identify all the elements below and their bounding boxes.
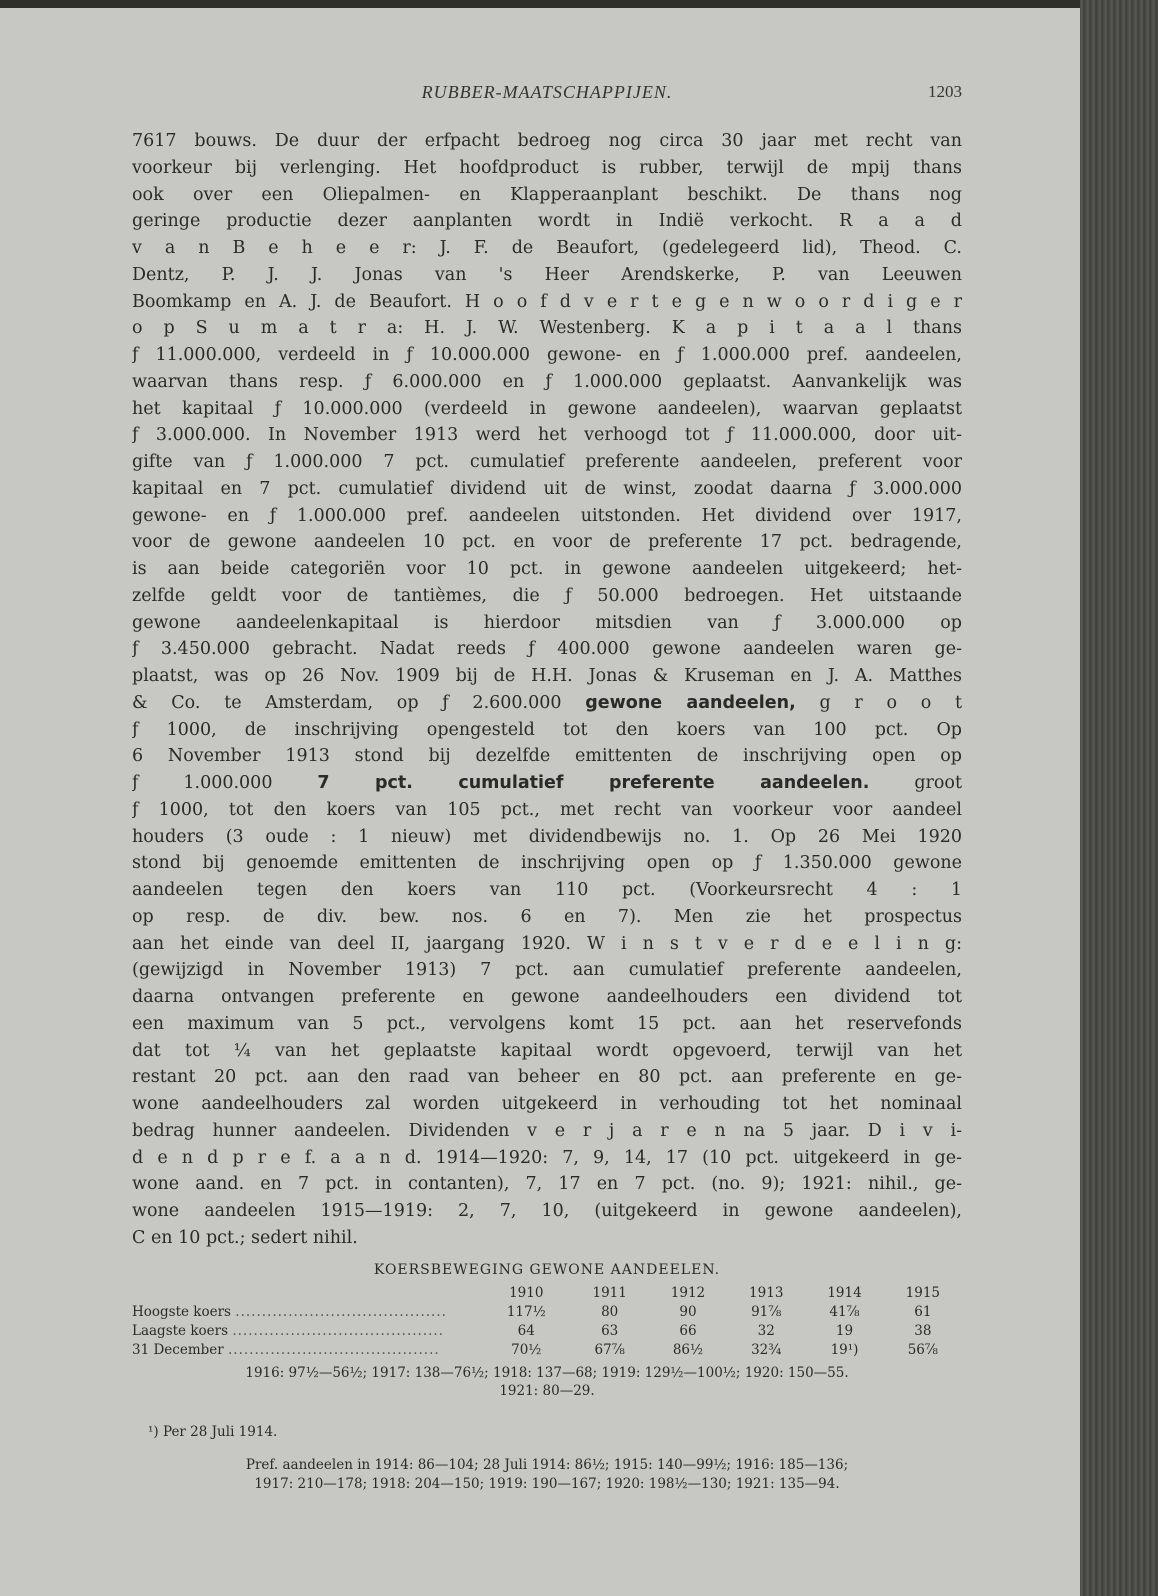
text-line: wone aand. en 7 pct. in contanten), 7, 17 en 7 pct. (no. 9); 1921: nihil., ge- (132, 1174, 962, 1195)
text-line: wone aandeelen 1915—1919: 2, 7, 10, (uitgekeerd in gewone aandeelen), (132, 1201, 962, 1221)
row-label (132, 1322, 482, 1341)
text-line: ƒ 1000, de inschrijving opengesteld tot den koers van 100 pct. Op (132, 719, 962, 740)
dot-leader: ........................................ (232, 1323, 444, 1339)
table-cell: 19¹) (830, 1342, 859, 1358)
table-header-row (132, 1284, 962, 1303)
text-line: aan het einde van deel II, jaargang 1920. W i n s t v e r d e e l i n g: (132, 933, 962, 954)
table-cell: 117½ (506, 1304, 546, 1320)
text-span: ƒ 1.000.000 (132, 773, 318, 793)
text-span: groot (869, 773, 962, 793)
table-cell: 56⅞ (907, 1342, 938, 1358)
table-cell: 64 (517, 1323, 535, 1339)
text-line: gewone- en ƒ 1.000.000 pref. aandeelen uitstonden. Het dividend over 1917, (132, 505, 962, 526)
page-header (132, 82, 962, 106)
row-label (132, 1341, 482, 1360)
range-line: 1921: 80—29. (499, 1383, 595, 1399)
text-line: kapitaal en 7 pct. cumulatief dividend uit de winst, zoodat daarna ƒ 3.000.000 (132, 478, 962, 499)
text-line: gifte van ƒ 1.000.000 7 pct. cumulatief preferente aandeelen, preferent voor (132, 452, 962, 472)
table-cell: 67⅞ (594, 1342, 625, 1358)
table-cell: 32 (757, 1323, 775, 1339)
text-line: 7617 bouws. De duur der erfpacht bedroeg nog circa 30 jaar met recht van (132, 131, 962, 151)
range-line: 1916: 97½—56½; 1917: 138—76½; 1918: 137—68; 1919: 129½—100½; 1920: 150—55. (245, 1365, 849, 1381)
text-line: v a n B e h e e r: J. F. de Beaufort, (gedelegeerd lid), Theod. C. (132, 238, 962, 258)
page-top-edge (0, 0, 1158, 8)
text-line: Dentz, P. J. J. Jonas van 's Heer Arendskerke, P. van Leeuwen (132, 264, 962, 285)
row-label-text: 31 December (132, 1342, 224, 1358)
table-row (132, 1341, 962, 1360)
text-line: ƒ 11.000.000, verdeeld in ƒ 10.000.000 gewone- en ƒ 1.000.000 pref. aandeelen, (132, 345, 962, 365)
text-line: o p S u m a t r a: H. J. W. Westenberg. K a p i t a a l thans (132, 318, 962, 339)
text-line: wone aandeelhouders zal worden uitgekeerd in verhouding tot het nominaal (132, 1094, 962, 1114)
text-line: (gewijzigd in November 1913) 7 pct. aan cumulatief preferente aandeelen, (132, 960, 962, 981)
table-cell: 86½ (672, 1342, 704, 1358)
row-label-text: Laagste koers (132, 1323, 229, 1339)
koers-ranges (132, 1364, 962, 1400)
text-line: bedrag hunner aandeelen. Dividenden v e r j a r e n na 5 jaar. D i v i- (132, 1120, 962, 1141)
text-line: C en 10 pct.; sedert nihil. (132, 1227, 358, 1248)
pref-line: 1917: 210—178; 1918: 204—150; 1919: 190—167; 1920: 198½—130; 1921: 135—94. (254, 1476, 840, 1492)
koers-table (132, 1284, 962, 1360)
row-label (132, 1303, 482, 1322)
text-line: een maximum van 5 pct., vervolgens komt 15 pct. aan het reservefonds (132, 1013, 962, 1034)
text-span: & Co. te Amsterdam, op ƒ 2.600.000 (132, 692, 586, 713)
table-cell: 38 (914, 1323, 932, 1339)
text-line: waarvan thans resp. ƒ 6.000.000 en ƒ 1.000.000 geplaatst. Aanvankelijk was (132, 371, 962, 392)
text-line: d e n d p r e f. a a n d. 1914—1920: 7, 9, 14, 17 (10 pct. uitgekeerd in ge- (132, 1147, 962, 1168)
koers-table-title: KOERSBEWEGING GEWONE AANDEELEN. (373, 1262, 721, 1278)
pref-line: Pref. aandeelen in 1914: 86—104; 28 Juli 1914: 86½; 1915: 140—99½; 1916: 185—136; (245, 1457, 849, 1473)
text-line: gewone aandeelenkapitaal is hierdoor mitsdien van ƒ 3.000.000 op (132, 612, 962, 633)
dot-leader: ........................................ (235, 1304, 447, 1320)
bold-heading-preferente-aandeelen: 7 pct. cumulatief preferente aandeelen. (317, 773, 870, 793)
text-line: ƒ 3.000.000. In November 1913 werd het verhoogd tot ƒ 11.000.000, door uit- (132, 425, 962, 446)
text-line: restant 20 pct. aan den raad van beheer en 80 pct. aan preferente en ge- (132, 1067, 962, 1088)
page-number: 1203 (928, 82, 962, 101)
text-line: voor de gewone aandeelen 10 pct. en voor de preferente 17 pct. bedragende, (132, 532, 962, 553)
footnote: ¹) Per 28 Juli 1914. (148, 1424, 278, 1440)
book-spine (1080, 0, 1158, 1596)
table-cell: 61 (914, 1304, 932, 1320)
text-line: dat tot ¼ van het geplaatste kapitaal wordt opgevoerd, terwijl van het (132, 1040, 962, 1061)
text-line: voorkeur bij verlenging. Het hoofdproduct is rubber, terwijl de mpij thans (132, 157, 962, 178)
table-cell: 70½ (511, 1342, 542, 1358)
text-line: ƒ 1000, tot den koers van 105 pct., met recht van voorkeur voor aandeel (132, 799, 962, 820)
table-cell: 66 (679, 1323, 697, 1339)
text-line: op resp. de div. bew. nos. 6 en 7). Men zie het prospectus (132, 906, 962, 927)
table-row (132, 1322, 962, 1341)
table-cell: 41⅞ (829, 1304, 860, 1320)
dot-leader: ........................................ (228, 1342, 440, 1358)
text-line: houders (3 oude : 1 nieuw) met dividendbewijs no. 1. Op 26 Mei 1920 (132, 826, 962, 847)
year-header: 1915 (905, 1285, 940, 1301)
text-line: stond bij genoemde emittenten de inschrijving open op ƒ 1.350.000 gewone (132, 853, 962, 874)
table-cell: 80 (601, 1304, 619, 1320)
year-header: 1914 (827, 1285, 862, 1301)
table-cell: 63 (601, 1323, 619, 1339)
year-header: 1913 (749, 1285, 784, 1301)
text-line: daarna ontvangen preferente en gewone aandeelhouders een dividend tot (132, 987, 962, 1007)
text-line: Boomkamp en A. J. de Beaufort. H o o f d v e r t e g e n w o o r d i g e r (132, 291, 962, 312)
text-line: zelfde geldt voor de tantièmes, die ƒ 50.000 bedroegen. Het uitstaande (132, 585, 962, 606)
text-line: ook over een Oliepalmen- en Klapperaanplant beschikt. De thans nog (132, 184, 962, 205)
text-line: geringe productie dezer aanplanten wordt in Indië verkocht. R a a d (132, 211, 962, 232)
text-line-with-bold (132, 690, 962, 717)
bold-heading-gewone-aandeelen: gewone aandeelen, (585, 692, 796, 713)
table-row (132, 1303, 962, 1322)
text-line: 6 November 1913 stond bij dezelfde emittenten de inschrijving open op (132, 746, 962, 767)
text-line-with-bold (132, 770, 962, 797)
table-cell: 90 (679, 1304, 697, 1320)
body-text (132, 128, 962, 1252)
running-title: RUBBER-MAATSCHAPPIJEN. (421, 82, 673, 102)
text-span: g r o o t (795, 692, 962, 713)
text-line: aandeelen tegen den koers van 110 pct. (Voorkeursrecht 4 : 1 (132, 880, 962, 900)
table-cell: 32¾ (751, 1342, 782, 1358)
table-cell: 19 (835, 1323, 854, 1339)
year-header: 1910 (509, 1285, 544, 1301)
table-cell: 91⅞ (751, 1304, 782, 1320)
text-line: het kapitaal ƒ 10.000.000 (verdeeld in gewone aandeelen), waarvan geplaatst (132, 398, 962, 419)
pref-koers (132, 1456, 962, 1494)
text-line: plaatst, was op 26 Nov. 1909 bij de H.H. Jonas & Kruseman en J. A. Matthes (132, 666, 962, 686)
year-header: 1911 (592, 1285, 627, 1301)
row-label-text: Hoogste koers (132, 1304, 231, 1320)
table-corner-cell (132, 1284, 482, 1303)
text-line: ƒ 3.450.000 gebracht. Nadat reeds ƒ 400.000 gewone aandeelen waren ge- (132, 639, 962, 660)
text-line: is aan beide categoriën voor 10 pct. in gewone aandeelen uitgekeerd; het- (132, 559, 962, 579)
year-header: 1912 (670, 1285, 706, 1301)
